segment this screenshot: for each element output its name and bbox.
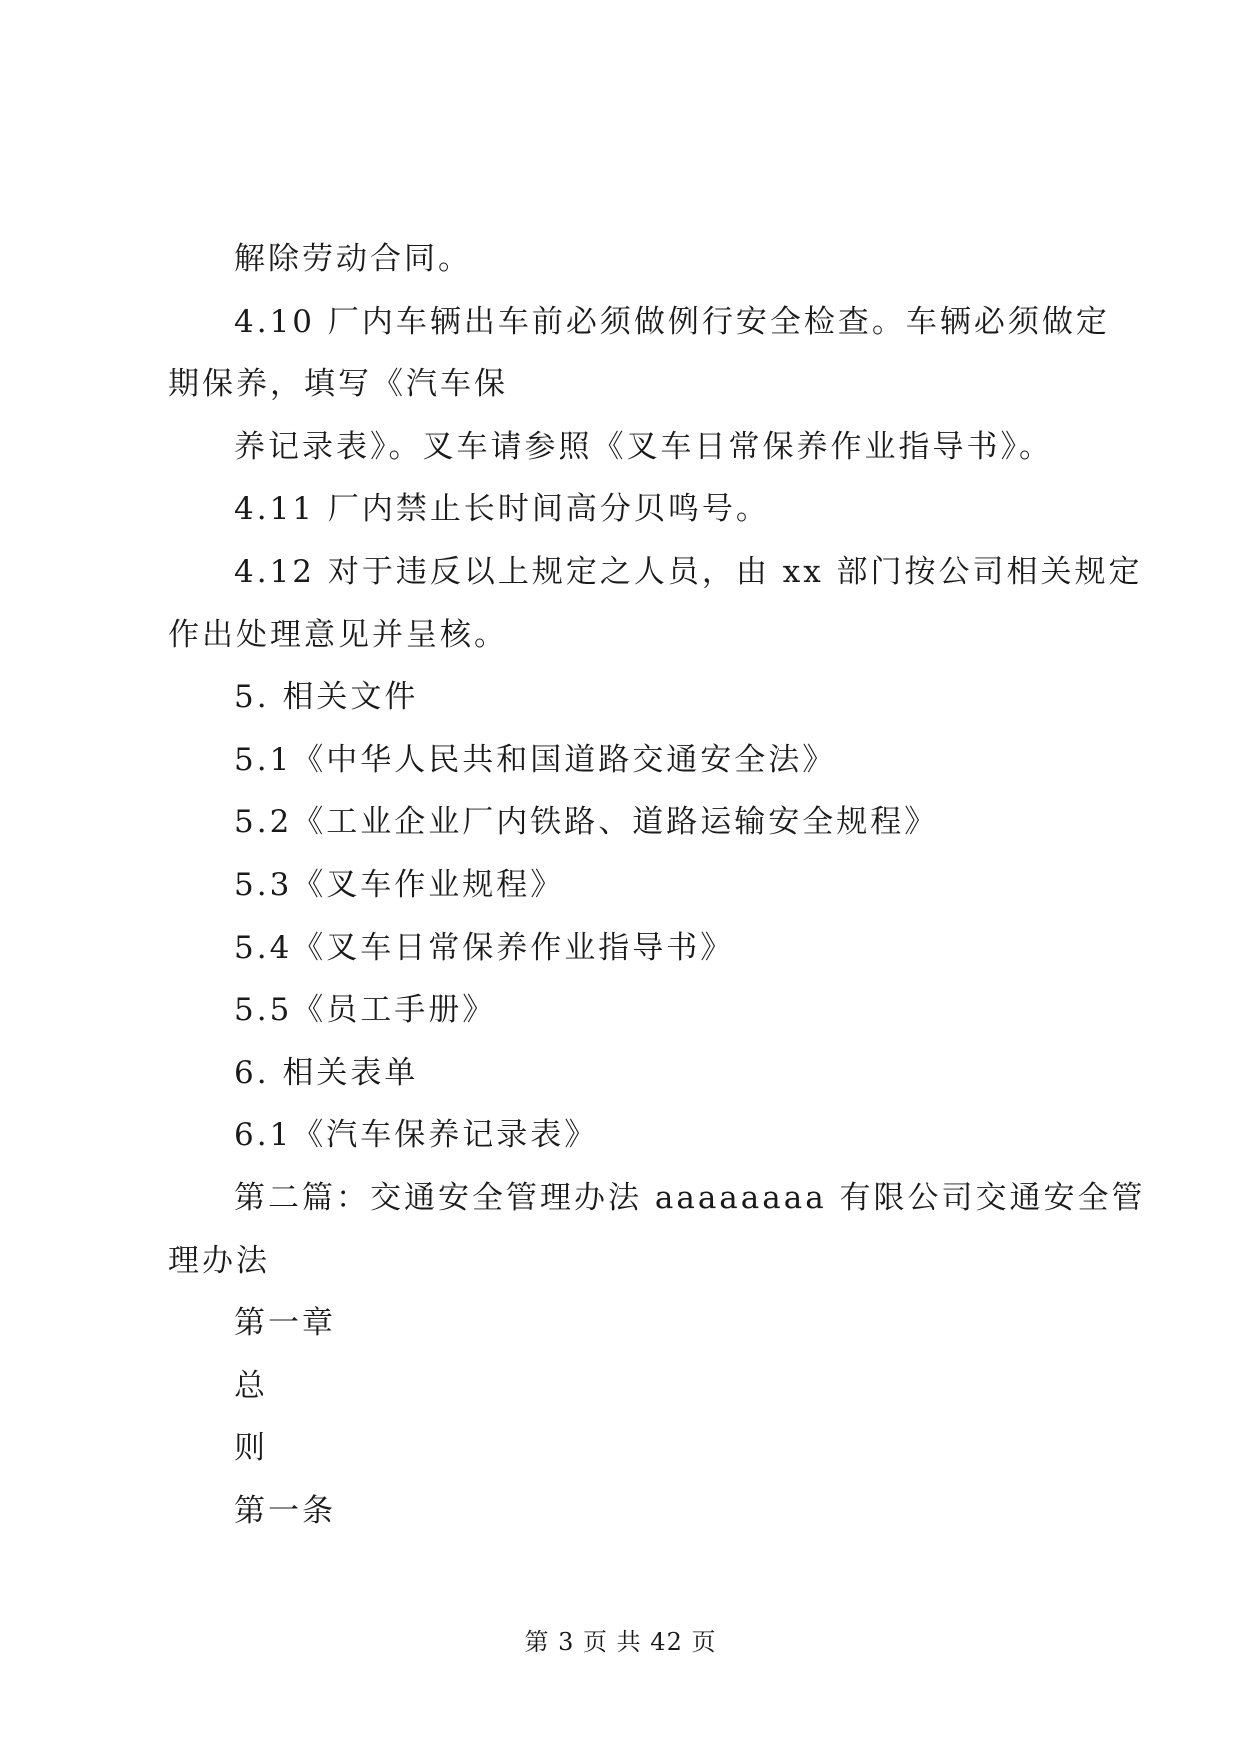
- text-line: 5. 相关文件: [234, 679, 419, 716]
- text-line: 作出处理意见并呈核。: [168, 616, 508, 653]
- text-line: 解除劳动合同。: [234, 241, 472, 277]
- text-line: 6.1《汽车保养记录表》: [234, 1117, 599, 1154]
- text-line: 第二篇：交通安全管理办法 aaaaaaaa 有限公司交通安全管: [234, 1179, 1146, 1216]
- text-line: 5.4《叉车日常保养作业指导书》: [234, 929, 735, 966]
- text-line: 5.5《员工手册》: [234, 992, 497, 1029]
- text-line: 4.11 厂内禁止长时间高分贝鸣号。: [234, 491, 770, 528]
- text-line: 5.1《中华人民共和国道路交通安全法》: [234, 741, 837, 778]
- text-line: 4.10 厂内车辆出车前必须做例行安全检查。车辆必须做定: [234, 303, 1110, 340]
- page-footer: 第 3 页 共 42 页: [524, 1628, 717, 1656]
- text-line: 总: [234, 1367, 268, 1404]
- text-line: 则: [234, 1430, 268, 1467]
- text-line: 理办法: [168, 1242, 270, 1279]
- text-line: 期保养，填写《汽车保: [168, 366, 508, 403]
- text-line: 4.12 对于违反以上规定之人员，由 xx 部门按公司相关规定: [234, 553, 1143, 590]
- text-line: 5.3《叉车作业规程》: [234, 866, 565, 903]
- text-line: 第一章: [234, 1305, 336, 1342]
- document-body: [168, 228, 1146, 1542]
- text-line: 5.2《工业企业厂内铁路、道路运输安全规程》: [234, 804, 939, 841]
- text-line: 6. 相关表单: [234, 1054, 419, 1091]
- text-line: 第一条: [234, 1492, 336, 1529]
- text-line: 养记录表》。叉车请参照《叉车日常保养作业指导书》。: [234, 428, 1053, 465]
